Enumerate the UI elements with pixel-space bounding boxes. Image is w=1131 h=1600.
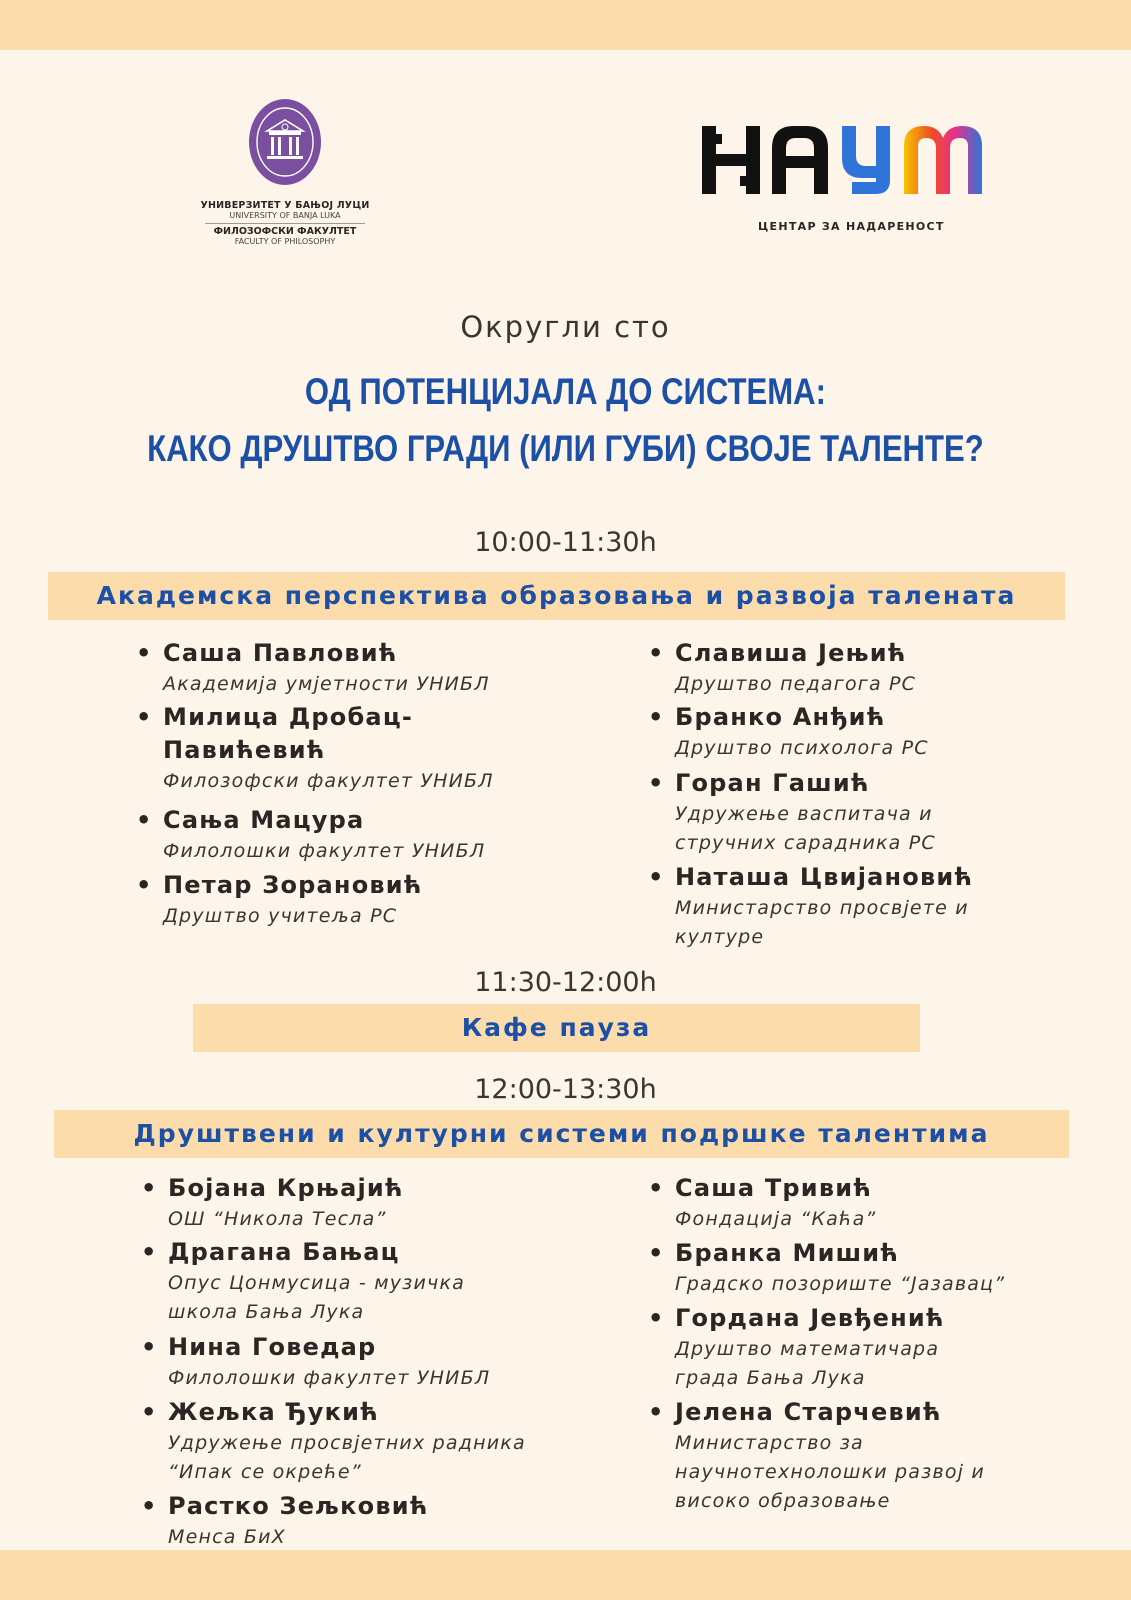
participant-name: Гордана Јевђенић bbox=[675, 1304, 945, 1332]
list-item bbox=[648, 637, 1075, 699]
university-name-cyrillic: УНИВЕРЗИТЕТ У БАЊОЈ ЛУЦИ bbox=[200, 200, 370, 211]
participant-name: Драгана Бањац bbox=[168, 1238, 400, 1266]
list-item bbox=[141, 1396, 558, 1487]
list-item bbox=[648, 1237, 1075, 1299]
list-item bbox=[141, 1236, 508, 1327]
participant-organization: Министарство за научнотехнолошки развој и високо образовање bbox=[675, 1432, 985, 1512]
participant-name: Нина Говедар bbox=[168, 1333, 377, 1361]
list-item bbox=[136, 637, 563, 699]
list-item bbox=[141, 1490, 568, 1552]
bullet-icon: • bbox=[648, 703, 664, 731]
faculty-name-latin: FACULTY OF PHILOSOPHY bbox=[234, 237, 336, 246]
bullet-icon: • bbox=[648, 1398, 664, 1426]
participant-organization: Филолошки факултет УНИБЛ bbox=[163, 840, 486, 862]
participant-organization: Филолошки факултет УНИБЛ bbox=[168, 1367, 491, 1389]
session1-title-bar: Академска перспектива образовања и развоја талената bbox=[48, 572, 1065, 620]
faculty-name-cyrillic: ФИЛОЗОФСКИ ФАКУЛТЕТ bbox=[213, 226, 357, 237]
naum-tagline: ЦЕНТАР ЗА НАДАРЕНОСТ bbox=[758, 220, 945, 233]
bullet-icon: • bbox=[648, 769, 664, 797]
event-title-line1: ОД ПОТЕНЦИЈАЛА ДО СИСТЕМА: bbox=[304, 371, 826, 412]
session1-time: 10:00-11:30h bbox=[474, 527, 657, 558]
break-title-bar: Кафе пауза bbox=[193, 1004, 920, 1052]
bullet-icon: • bbox=[141, 1398, 157, 1426]
participant-organization: Министарство просвјете и културе bbox=[675, 897, 969, 948]
list-item bbox=[141, 1172, 568, 1234]
participant-organization: Друштво психолога РС bbox=[675, 737, 929, 759]
bullet-icon: • bbox=[141, 1492, 157, 1520]
participant-organization: Менса БиХ bbox=[168, 1526, 286, 1548]
bullet-icon: • bbox=[648, 639, 664, 667]
bottom-band bbox=[0, 1550, 1131, 1600]
participant-name: Милица Дробац-Павићевић bbox=[163, 703, 413, 764]
participant-organization: ОШ “Никола Тесла” bbox=[168, 1208, 387, 1230]
bullet-icon: • bbox=[648, 1174, 664, 1202]
participant-organization: Градско позориште “Јазавац” bbox=[675, 1273, 1006, 1295]
university-logo bbox=[200, 98, 370, 246]
participant-organization: Друштво математичара града Бања Лука bbox=[675, 1338, 940, 1389]
bullet-icon: • bbox=[136, 639, 152, 667]
list-item bbox=[648, 1396, 1005, 1516]
list-item bbox=[648, 701, 1075, 763]
naum-wordmark-icon bbox=[702, 124, 992, 196]
participant-organization: Удружење просвјетних радника “Ипак се окреће” bbox=[168, 1432, 526, 1483]
bullet-icon: • bbox=[136, 806, 152, 834]
list-item bbox=[136, 701, 494, 796]
bullet-icon: • bbox=[648, 1239, 664, 1267]
participant-name: Саша Павловић bbox=[163, 639, 398, 667]
bullet-icon: • bbox=[141, 1174, 157, 1202]
participant-organization: Филозофски факултет УНИБЛ bbox=[163, 770, 494, 792]
participant-name: Саша Тривић bbox=[675, 1174, 873, 1202]
list-item bbox=[648, 767, 1005, 858]
list-item bbox=[648, 1172, 1075, 1234]
logo-divider bbox=[205, 223, 365, 224]
participant-name: Горан Гашић bbox=[675, 769, 870, 797]
list-item bbox=[648, 1302, 975, 1393]
participant-name: Петар Зорановић bbox=[163, 871, 423, 899]
bullet-icon: • bbox=[648, 1304, 664, 1332]
university-seal-icon bbox=[248, 98, 322, 186]
list-item bbox=[136, 804, 563, 866]
participant-name: Бранко Анђић bbox=[675, 703, 886, 731]
session2-title-bar: Друштвени и културни системи подршке талентима bbox=[54, 1110, 1069, 1158]
participant-name: Јелена Старчевић bbox=[675, 1398, 942, 1426]
participant-organization: Друштво учитеља РС bbox=[163, 905, 398, 927]
list-item bbox=[648, 861, 1015, 952]
participant-name: Растко Зељковић bbox=[168, 1492, 429, 1520]
bullet-icon: • bbox=[136, 703, 152, 731]
list-item bbox=[136, 869, 563, 931]
session2-time: 12:00-13:30h bbox=[474, 1074, 657, 1105]
break-time: 11:30-12:00h bbox=[474, 967, 657, 998]
top-band bbox=[0, 0, 1131, 50]
bullet-icon: • bbox=[648, 863, 664, 891]
participant-name: Бранка Мишић bbox=[675, 1239, 900, 1267]
naum-logo bbox=[702, 124, 1002, 233]
participant-organization: Опус Цонмусица - музичка школа Бања Лука bbox=[168, 1272, 465, 1323]
participant-name: Жељка Ђукић bbox=[168, 1398, 379, 1426]
bullet-icon: • bbox=[141, 1333, 157, 1361]
event-title-line2: КАКО ДРУШТВО ГРАДИ (ИЛИ ГУБИ) СВОЈЕ ТАЛЕНТЕ? bbox=[147, 428, 984, 469]
participant-organization: Друштво педагога РС bbox=[675, 673, 917, 695]
participant-name: Бојана Крњајић bbox=[168, 1174, 404, 1202]
event-subtitle: Округли сто bbox=[460, 310, 671, 344]
participant-name: Сања Мацура bbox=[163, 806, 365, 834]
participant-organization: Фондација “Каћа” bbox=[675, 1208, 877, 1230]
bullet-icon: • bbox=[136, 871, 152, 899]
participant-name: Наташа Цвијановић bbox=[675, 863, 974, 891]
bullet-icon: • bbox=[141, 1238, 157, 1266]
list-item bbox=[141, 1331, 568, 1393]
participant-organization: Академија умјетности УНИБЛ bbox=[163, 673, 490, 695]
participant-organization: Удружење васпитача и стручних сарадника РС bbox=[675, 803, 936, 854]
university-name-latin: UNIVERSITY OF BANJA LUKA bbox=[229, 211, 341, 220]
participant-name: Славиша Јењић bbox=[675, 639, 907, 667]
